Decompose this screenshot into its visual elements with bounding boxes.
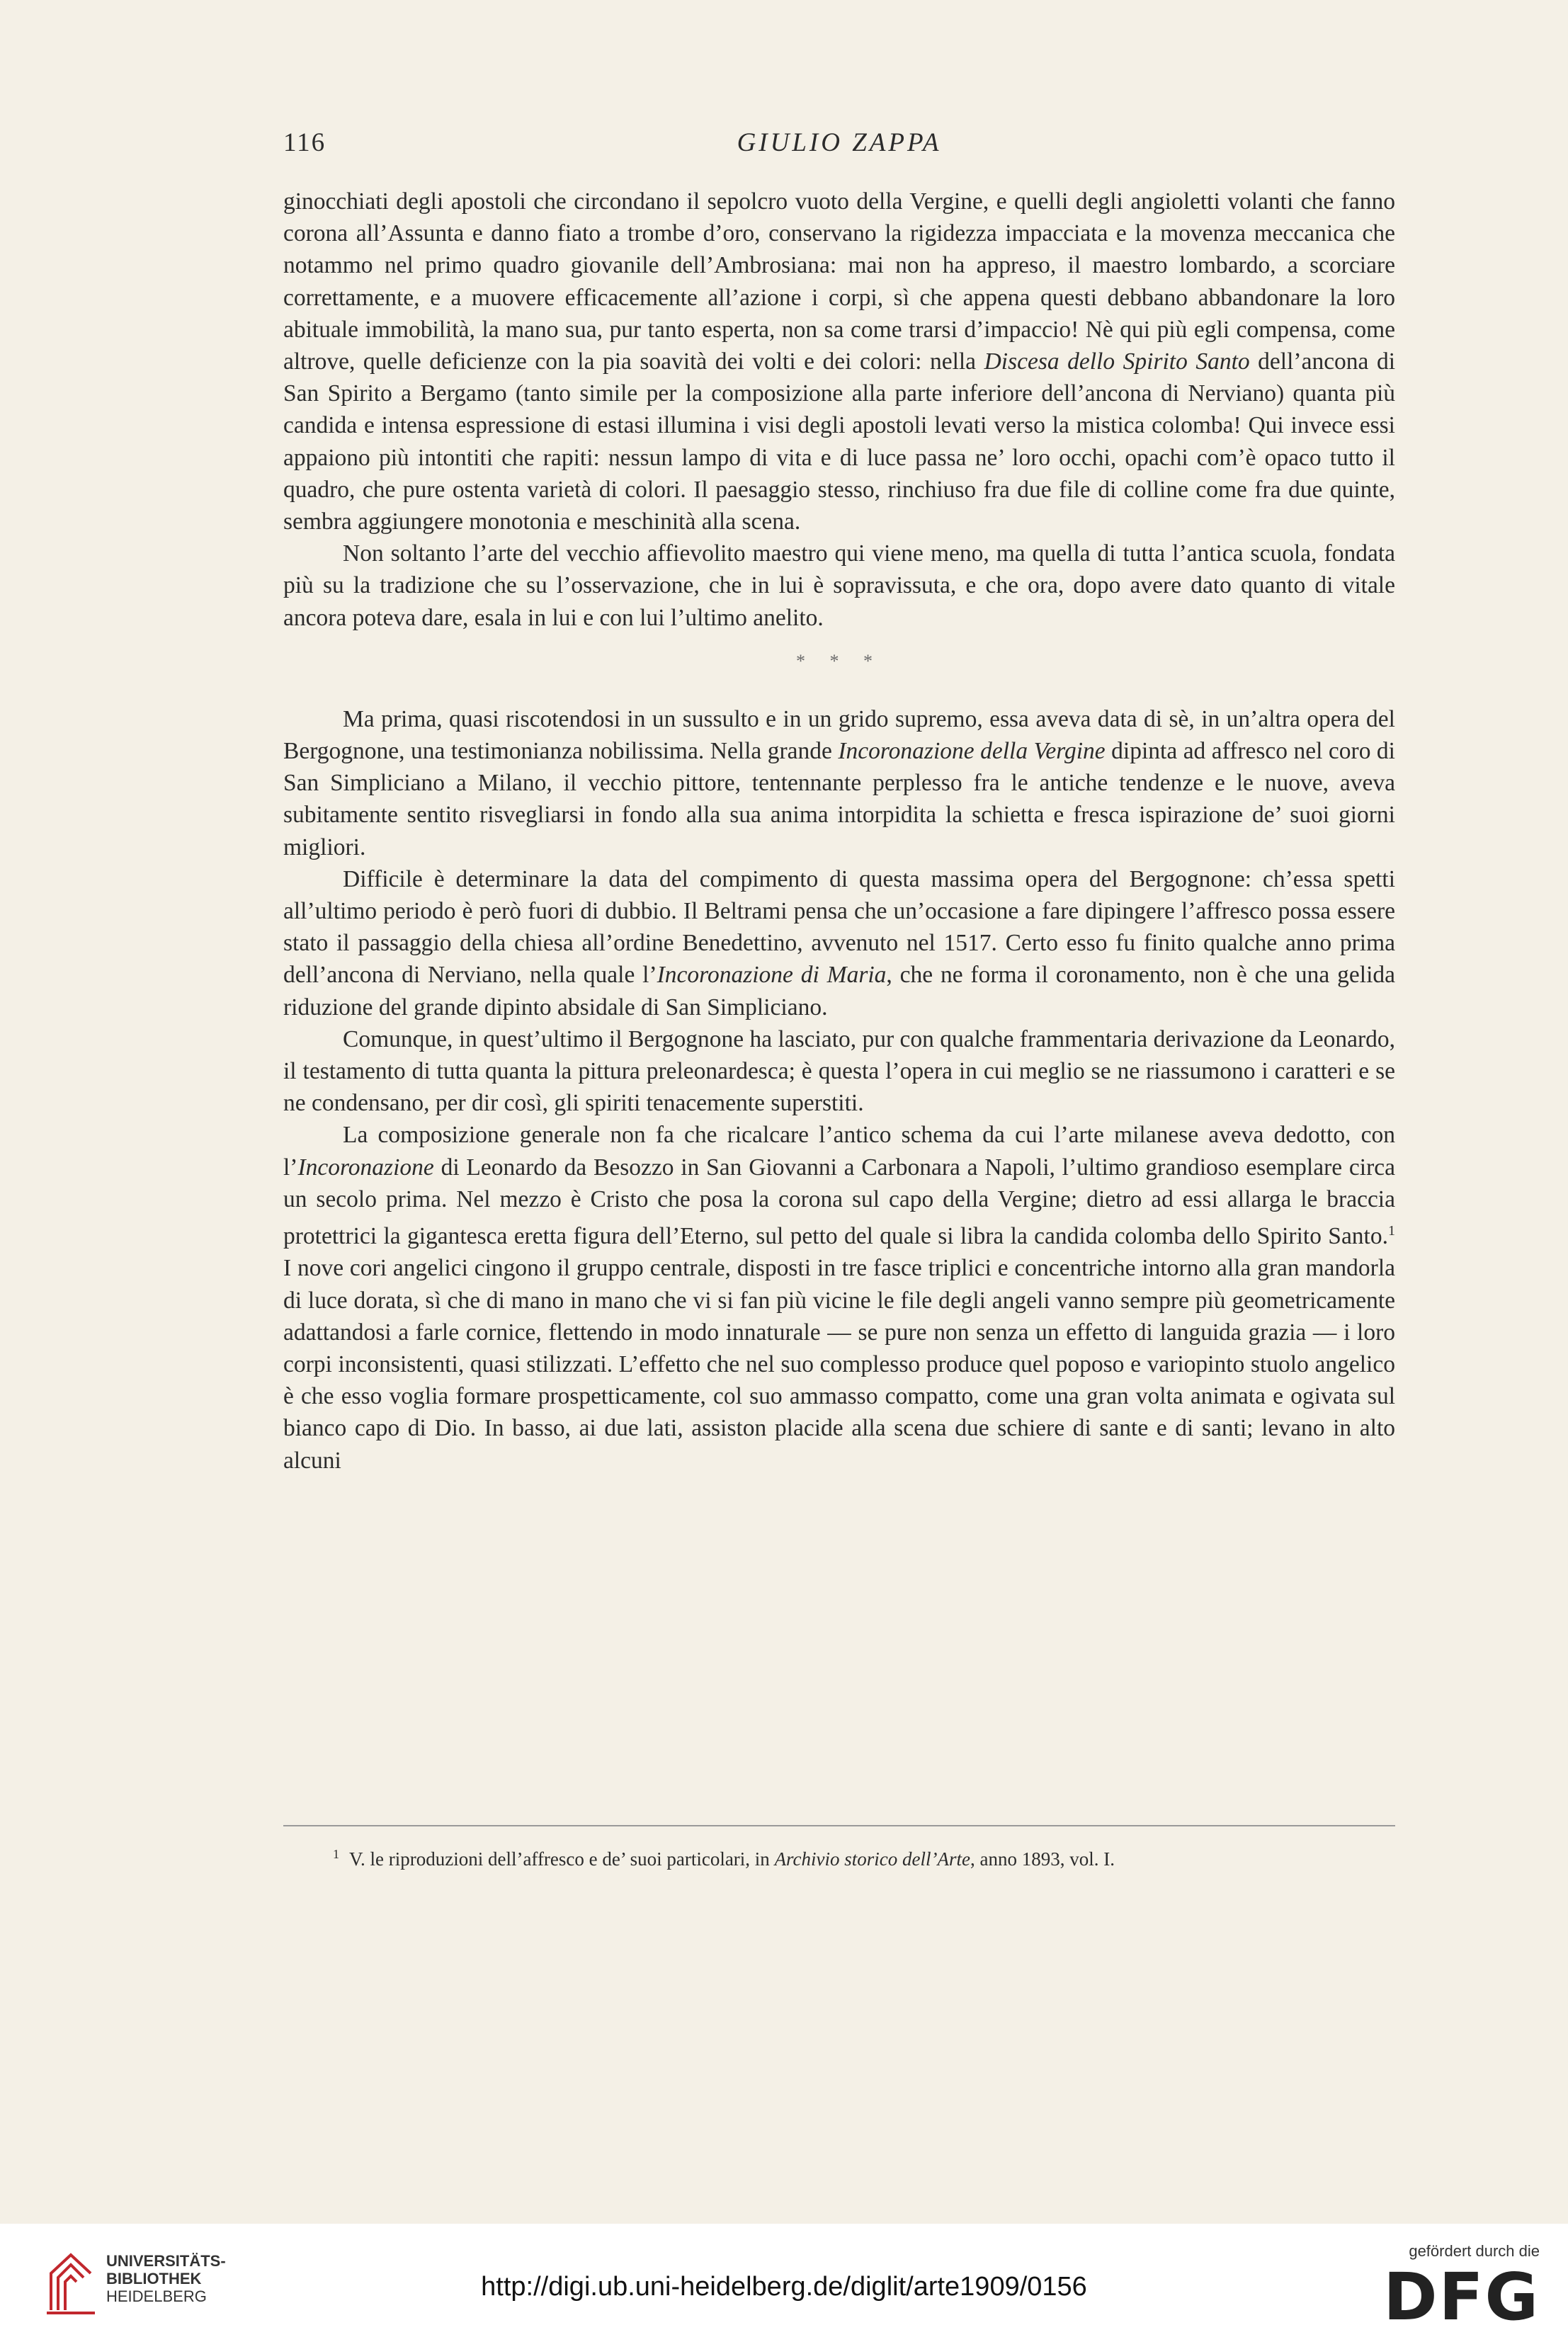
footnote-mark: 1 (333, 1847, 339, 1861)
permalink-url[interactable]: http://digi.ub.uni-heidelberg.de/diglit/arte1909/0156 (481, 2272, 1087, 2302)
paragraph-5: Comunque, in quest’ultimo il Bergognone ha lasciato, pur con qualche frammentaria derivazione da Leonardo, il testamento di tutta quanta la pittura preleonardesca; è questa l’opera in cui meglio se ne riassumono i caratteri e se ne condensano, per dir così, gli spiriti tenacemente superstiti. (283, 1025, 1395, 1117)
body-text (283, 186, 1395, 1477)
running-head (283, 127, 1395, 170)
footnote-journal-title: Archivio storico dell’Arte (774, 1848, 970, 1870)
title-incoronazione-vergine: Incoronazione della Vergine (838, 738, 1106, 765)
paragraph-2: Non soltanto l’arte del vecchio affievolito maestro qui viene meno, ma quella di tutta l’antica scuola, fondata più su la tradizione che su l’osservazione, che in lui è sopravissuta, e che ora, dopo avere dato quanto di vitale ancora poteva dare, esala in lui e con lui l’ultimo anelito. (283, 540, 1395, 631)
section-asterism: * * * (796, 650, 882, 671)
paragraph-4: Difficile è determinare la data del compimento di questa massima opera del Bergognone: ch’essa spetti all’ultimo periodo è però fuori di dubbio. Il Beltrami pensa che un’occasione a fare dipingere l’affresco possa essere stato il passaggio della chiesa all’ordine Benedettino, avvenuto nel 1517. Certo esso fu finito qualche anno prima dell’ancona di Nerviano, nella quale l’Incoronazione di Maria, che ne forma il coronamento, non è che una gelida riduzione del grande dipinto absidale di San Simpliciano. (283, 865, 1395, 1021)
paragraph-6: La composizione generale non fa che ricalcare l’antico schema da cui l’arte milanese aveva dedotto, con l’Incoronazione di Leonardo da Besozzo in San Giovanni a Carbonara a Napoli, l’ultimo grandioso esemplare circa un secolo prima. Nel mezzo è Cristo che posa la corona sul capo della Vergine; dietro ad essi allarga le braccia protettrici la gigantesca eretta figura dell’Eterno, sul petto del quale si libra la candida colomba dello Spirito Santo.$^1$ I nove cori angelici cingono il gruppo centrale, disposti in tre fasce triplici e concentriche intorno alla gran mandorla di luce dorata, sì che di mano in mano che vi si fan più vicine le file degli angeli vanno sempre più geometricamente adattandosi a farle cornice, flettendo in modo innaturale — se pure non senza un effetto di languida grazia — i loro corpi inconsistenti, quasi stilizzati. L’effetto che nel suo complesso produce quel poposo e variopinto stuolo angelico è che esso voglia formare prospetticamente, col suo ammasso compatto, come una gran volta animata e ogivata sul bianco capo di Dio. In basso, ai due lati, assiston placide alla scena due schiere di sante e di santi; levano in alto alcuni (283, 1122, 1395, 1474)
footnote: $^1$ V. le riproduzioni dell’affresco e de’ suoi particolari, in Archivio storico dell’Arte, anno 1893, vol. I. (333, 1847, 1115, 1870)
dfg-logo[interactable]: DFG (1383, 2259, 1540, 2335)
page-number: 116 (283, 128, 326, 157)
footnote-divider (283, 1825, 1395, 1826)
footnote-reference[interactable]: 1 (1388, 1223, 1395, 1239)
paragraph-1: ginocchiati degli apostoli che circondano il sepolcro vuoto della Vergine, e quelli degli angioletti volanti che fanno corona all’Assunta e danno fiato a trombe d’oro, conservano la rigidezza impacciata e la movenza meccanica che notammo nel primo quadro giovanile dell’Ambrosiana: mai non ha appreso, il maestro lombardo, a scorciare correttamente, e a muovere efficacemente all’azione i corpi, sì che appena questi debbano abbandonare la loro abituale immobilità, la mano sua, pur tanto esperta, non sa come trarsi d’impaccio! Nè qui più egli compensa, come altrove, quelle deficienze con la pia soavità dei volti e dei colori: nella Discesa dello Spirito Santo dell’ancona di San Spirito a Bergamo (tanto simile per la composizione alla parte inferiore dell’ancona di Nerviano) quanta più candida e intensa espressione di estasi illumina i visi degli apostoli levati verso la mistica colomba! Qui invece essi appaiono più intontiti che rapiti: nessun lampo di vita e di luce passa ne’ loro occhi, opachi com’è opaco tutto il quadro, che pure ostenta varietà di colori. Il paesaggio stesso, rinchiuso fra due file di colline come fra due quinte, sembra aggiungere monotonia e meschinità alla scena. (283, 188, 1395, 535)
running-title: GIULIO ZAPPA (737, 128, 942, 157)
title-incoronazione: Incoronazione (297, 1154, 434, 1181)
title-incoronazione-maria: Incoronazione di Maria (657, 962, 887, 989)
sponsor-caption: gefördert durch die (1409, 2242, 1540, 2260)
library-name[interactable]: UNIVERSITÄTS- BIBLIOTHEK HEIDELBERG (106, 2252, 226, 2305)
digitization-footer (0, 2224, 1568, 2342)
title-discesa: Discesa dello Spirito Santo (984, 348, 1250, 375)
paragraph-3: Ma prima, quasi riscotendosi in un sussulto e in un grido supremo, essa aveva data di sè, in un’altra opera del Bergognone, una testimonianza nobilissima. Nella grande Incoronazione della Vergine dipinta ad affresco nel coro di San Simpliciano a Milano, il vecchio pittore, tentennante perplesso fra le antiche tendenze e le nuove, aveva subitamente sentito risvegliarsi in fondo alla sua anima intorpidita la schietta e fresca ispirazione de’ suoi giorni migliori. (283, 705, 1395, 860)
